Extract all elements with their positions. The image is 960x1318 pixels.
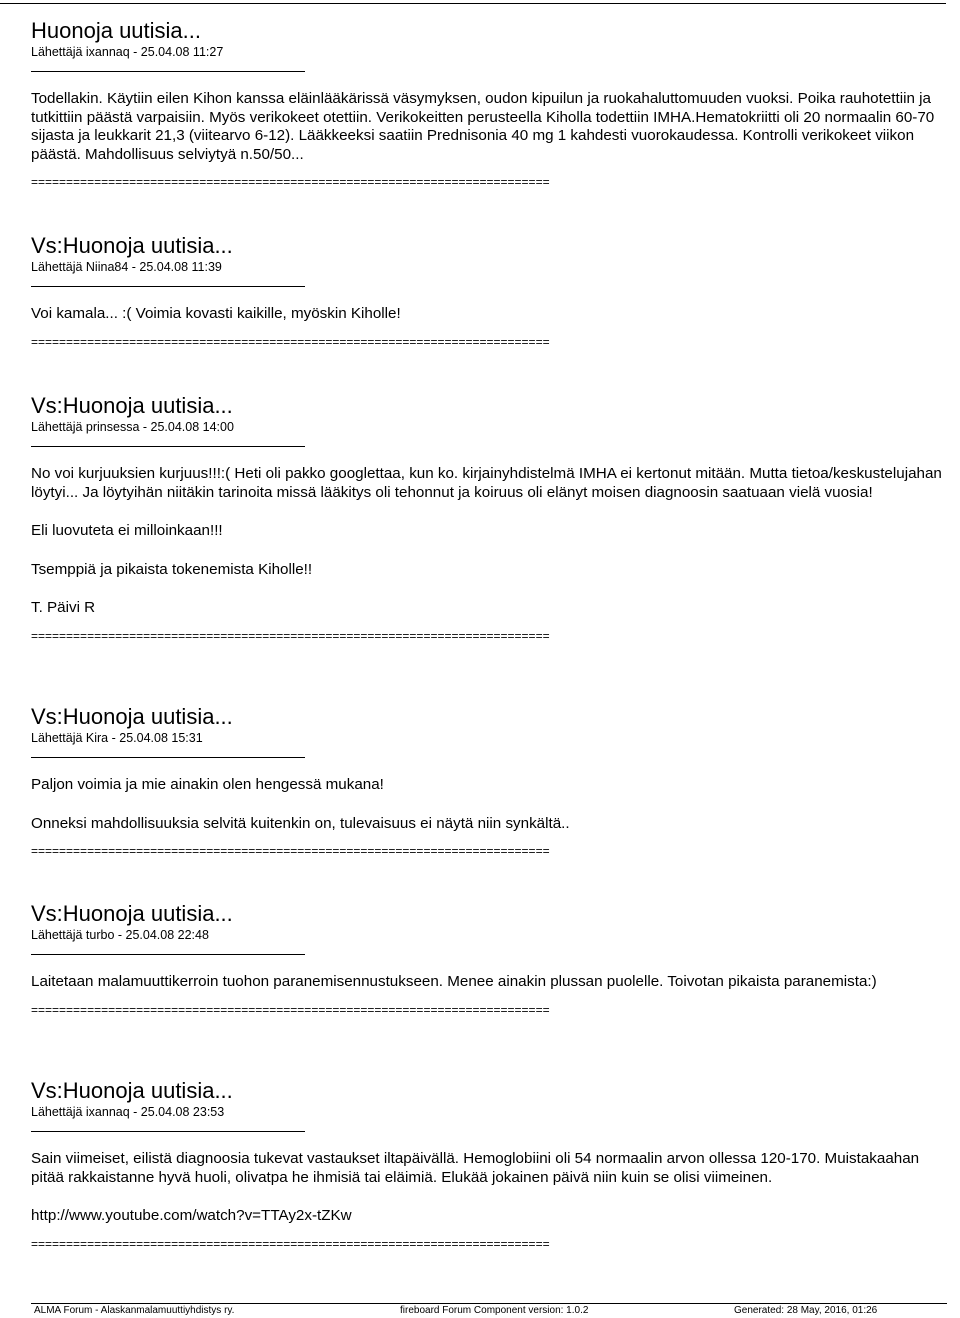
post-paragraph: Sain viimeiset, eilistä diagnoosia tukevat vastaukset iltapäivällä. Hemoglobiini oli 54 normaalin arvon ollessa 120-170. Muistakaahan pitää rakkaistanne hyvä huoli, olivatpa he ihmisiä tai eläimiä. Elukää jokainen päivä niin kuin se olisi viimeinen.	[31, 1150, 920, 1186]
post-separator: ==========================================================================	[31, 1237, 550, 1250]
post-title: Vs:Huonoja uutisia...	[31, 393, 233, 418]
post-paragraph: Tsemppiä ja pikaista tokenemista Kiholle!!	[31, 560, 313, 578]
post-divider	[31, 71, 305, 72]
forum-post	[31, 234, 956, 348]
post-meta: Lähettäjä prinsessa - 25.04.08 14:00	[31, 420, 234, 434]
footer-generated-date: Generated: 28 May, 2016, 01:26	[734, 1305, 878, 1316]
post-title: Vs:Huonoja uutisia...	[31, 901, 233, 926]
post-title: Vs:Huonoja uutisia...	[31, 704, 233, 729]
post-divider	[31, 757, 305, 758]
footer-divider	[31, 1303, 947, 1304]
top-border	[0, 3, 946, 4]
forum-post	[31, 394, 956, 642]
post-paragraph: Laitetaan malamuuttikerroin tuohon paranemisennustukseen. Menee ainakin plussan puolelle. Toivotan pikaista paranemista:)	[31, 973, 877, 990]
post-separator: ==========================================================================	[31, 1003, 550, 1016]
post-link[interactable]: http://www.youtube.com/watch?v=TTAy2x-tZKw	[31, 1207, 352, 1224]
post-body	[31, 776, 956, 833]
post-meta: Lähettäjä ixannaq - 25.04.08 11:27	[31, 45, 224, 59]
post-separator: ==========================================================================	[31, 629, 550, 642]
post-meta: Lähettäjä turbo - 25.04.08 22:48	[31, 928, 209, 942]
post-divider	[31, 954, 305, 955]
post-body	[31, 465, 956, 618]
post-body	[31, 1150, 956, 1226]
post-separator: ==========================================================================	[31, 845, 550, 857]
post-paragraph: Eli luovuteta ei milloinkaan!!!	[31, 522, 223, 539]
post-paragraph: Todellakin. Käytiin eilen Kihon kanssa eläinlääkärissä väsymyksen, oudon kipuilun ja ruokahaluttomuuden vuoksi. Poika rauhotettiin ja tutkittiin päästä varpaisiin. Myös verikokeet otettiin. Verikokeitten perusteella Kiholla todettiin IMHA.Hematokriitti oli 20 normaalin 60-70 sijasta ja leukkarit 21,3 (viitearvo 6-12). Lääkkeeksi saatiin Prednisonia 40 mg 1 kahdesti vuorokaudessa. Kontrolli verikokeet viikon päästä. Mahdollisuus selviytyä n.50/50...	[31, 90, 935, 163]
footer-site-name: ALMA Forum - Alaskanmalamuuttiyhdistys ry.	[34, 1305, 235, 1316]
post-paragraph: Voi kamala... :( Voimia kovasti kaikille, myöskin Kiholle!	[31, 305, 401, 322]
post-separator: ==========================================================================	[31, 176, 550, 188]
post-body	[31, 973, 956, 992]
forum-post	[31, 19, 956, 188]
post-meta: Lähettäjä Kira - 25.04.08 15:31	[31, 731, 203, 745]
footer-component-version: fireboard Forum Component version: 1.0.2	[400, 1305, 589, 1316]
post-divider	[31, 446, 305, 447]
post-body	[31, 90, 956, 164]
post-paragraph: Onneksi mahdollisuuksia selvitä kuitenkin on, tulevaisuus ei näytä niin synkältä..	[31, 814, 570, 832]
post-paragraph: No voi kurjuuksien kurjuus!!!:( Heti oli pakko googlettaa, kun ko. kirjainyhdistelmä IMHA ei kertonut mitään. Mutta tietoa/keskustelujahan löytyi... Ja löytyihän niitäkin tarinoita missä lääkitys oli tehonnut ja koiruus oli elänyt moisen diagnoosin saatuaan vielä vuosia!	[31, 465, 942, 501]
post-title: Huonoja uutisia...	[31, 18, 201, 43]
forum-post	[31, 1079, 956, 1250]
post-divider	[31, 286, 305, 287]
post-title: Vs:Huonoja uutisia...	[31, 1078, 233, 1103]
post-paragraph: Paljon voimia ja mie ainakin olen hengessä mukana!	[31, 776, 384, 793]
post-meta: Lähettäjä Niina84 - 25.04.08 11:39	[31, 260, 222, 274]
forum-post	[31, 902, 956, 1016]
post-meta: Lähettäjä ixannaq - 25.04.08 23:53	[31, 1105, 225, 1119]
post-title: Vs:Huonoja uutisia...	[31, 233, 233, 258]
post-divider	[31, 1131, 305, 1132]
post-body	[31, 305, 956, 324]
post-paragraph: T. Päivi R	[31, 599, 96, 616]
forum-post	[31, 705, 956, 857]
post-separator: ==========================================================================	[31, 335, 550, 348]
